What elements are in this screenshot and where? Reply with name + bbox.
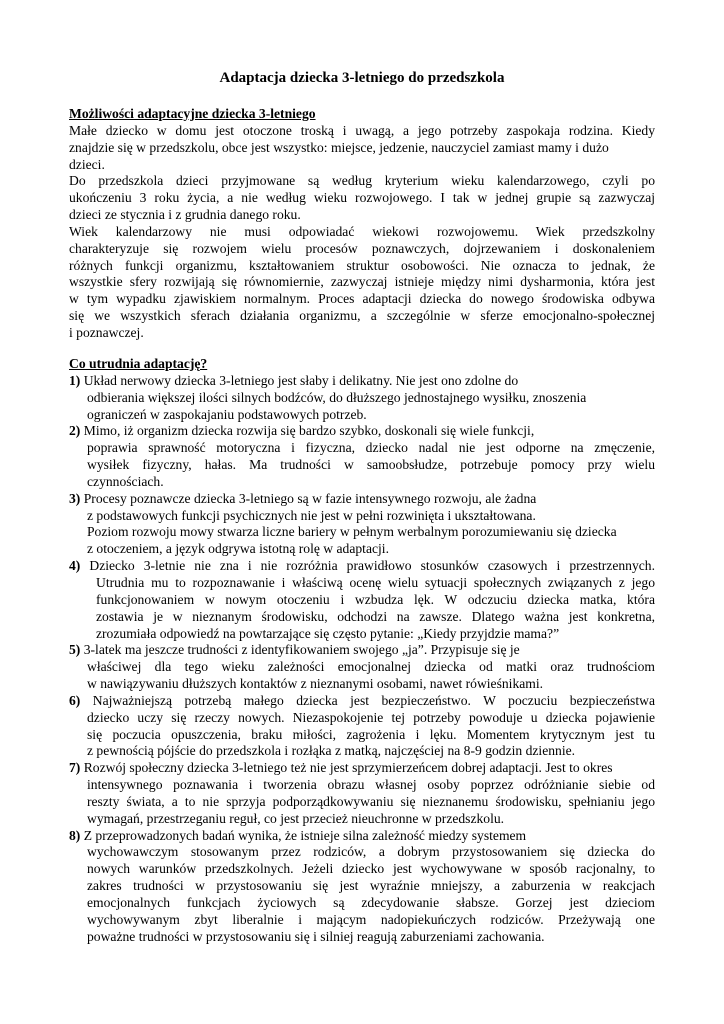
list-item-4: 4) Dziecko 3-letnie nie zna i nie rozróżnia prawidłowo stosunków czasowych i przestrzennych. [69, 558, 655, 574]
paragraph-line: i poznawczej. [69, 324, 144, 340]
list-item-1: 1) Układ nerwowy dziecka 3-letniego jest słaby i delikatny. Nie jest ono zdolne do [69, 372, 519, 388]
list-item-7: 7) Rozwój społeczny dziecka 3-letniego też nie jest sprzymierzeńcem dobrej adaptacji. Jest to okres [69, 760, 613, 776]
section-adaptive-abilities [69, 106, 655, 342]
list-item-line: z otoczeniem, a język odgrywa istotną rolę w adaptacji. [87, 541, 389, 557]
list-item-line: dziecko uczy się rzeczy nowych. Niezaspokojenie tej potrzeby powoduje u dziecka pojawienie [87, 709, 655, 725]
list-item-6: 6) Najważniejszą potrzebą małego dziecka jest bezpieczeństwo. W poczuciu bezpieczeństwa [69, 692, 655, 708]
list-item-line: właściwej dla tego wieku zależności emocjonalnej dziecka od matki oraz trudnościom [87, 659, 655, 675]
list-item-3: 3) Procesy poznawcze dziecka 3-letniego są w fazie intensywnego rozwoju, ale żadna [69, 490, 537, 506]
paragraph-line: wszystkie sfery rozwijają się równomiernie, zazwyczaj istnieje między nimi dysharmonia, która jest [69, 274, 655, 290]
paragraph-line: różnych funkcji organizmu, kształtowaniem struktur osobowości. Nie oznacza to jednak, że [69, 257, 655, 273]
paragraph-line: dzieci. [69, 156, 105, 172]
list-item-8: 8) Z przeprowadzonych badań wynika, że istnieje silna zależność miedzy systemem [69, 827, 527, 843]
list-item-line: wychowywanym zbyt liberalnie i mającym nadopiekuńczych rodziców. Przeżywają one [87, 911, 655, 927]
paragraph-line: charakteryzuje się rozwojem wielu procesów poznawczych, dojrzewaniem i doskonaleniem [69, 240, 655, 256]
paragraph-line: Do przedszkola dzieci przyjmowane są według kryterium wieku kalendarzowego, czyli po [69, 173, 655, 189]
list-item-line: z podstawowych funkcji psychicznych nie jest w pełni rozwinięta i ukształtowana. [87, 507, 536, 523]
section-heading: Możliwości adaptacyjne dziecka 3-letniego [69, 106, 316, 121]
list-item-line: intensywnego poznawania i tworzenia obrazu własnej osoby poprzez odróżnianie siebie od [87, 777, 655, 793]
list-item-5: 5) 3-latek ma jeszcze trudności z identyfikowaniem swojego „ja”. Przypisuje się je [69, 642, 520, 658]
paragraph-line: Małe dziecko w domu jest otoczone troską i uwagą, a jego potrzeby zaspokaja rodzina. Kiedy [69, 122, 655, 138]
paragraph-line: Wiek kalendarzowy nie musi odpowiadać wiekowi rozwojowemu. Wiek przedszkolny [69, 223, 655, 239]
list-item-line: poważne trudności w przystosowaniu się i silniej reagują zaburzeniami zachowania. [87, 928, 545, 944]
paragraph-line: dzieci ze stycznia i z grudnia danego roku. [69, 207, 301, 223]
list-item-line: się poczucia opuszczenia, braku miłości, zagrożenia i lęku. Momentem krytycznym jest tu [87, 726, 655, 742]
list-item-line: wysiłek fizyczny, hałas. Ma trudności w samoobsłudze, potrzebuje pomocy przy wielu [87, 457, 655, 473]
list-item-line: Poziom rozwoju mowy stwarza liczne bariery w pełnym werbalnym porozumiewaniu się dziecka [87, 524, 617, 540]
list-item-line: czynnościach. [87, 473, 164, 489]
list-item-line: reszty świata, a to nie sprzyja podporządkowywaniu się nieznanemu środowisku, spełnianiu jego [87, 793, 655, 809]
list-item-line: z pewnością pójście do przedszkola i rozłąka z matką, najczęściej na 8-9 godzin dziennie. [87, 743, 576, 759]
list-item-line: zrozumiała odpowiedź na powtarzające się często pytanie: „Kiedy przyjdzie mama?” [96, 625, 560, 641]
list-item-line: w nawiązywaniu dłuższych kontaktów z nieznanymi osobami, nawet rówieśnikami. [87, 676, 544, 692]
list-item-line: funkcjonowaniem w nowym otoczeniu i wzbudza lęk. W odczuciu dziecka matka, która [96, 591, 655, 607]
list-item-line: ograniczeń w zaspokajaniu podstawowych potrzeb. [87, 406, 367, 422]
list-item-line: emocjonalnych funkcjach życiowych są zdecydowanie słabsze. Gorzej jest dzieciom [87, 895, 655, 910]
list-item-line: poprawia sprawność motoryczna i fizyczna, dziecko nadal nie jest odporne na zmęczenie, [87, 440, 655, 456]
section-heading: Co utrudnia adaptację? [69, 356, 208, 371]
list-item-line: zakres trudności w przystosowaniu się jest wyraźnie mniejszy, a zaburzenia w reakcjach [87, 878, 655, 894]
document-title: Adaptacja dziecka 3-letniego do przedszkola [219, 70, 505, 86]
paragraph-line: znajdzie się w przedszkolu, obce jest wszystko: miejsce, jedzenie, nauczyciel zamiast mamy i dużo [69, 139, 609, 155]
paragraph-line: się we wszystkich sferach działania organizmu, a szczególnie w sferze emocjonalno-społecznej [69, 308, 655, 324]
section-difficulties [69, 356, 655, 946]
list-item-line: wymagań, przestrzeganiu reguł, co jest przecież nieuchronne w przedszkolu. [87, 810, 505, 826]
list-item-2: 2) Mimo, iż organizm dziecka rozwija się bardzo szybko, doskonali się wiele funkcji, [69, 423, 535, 439]
list-item-line: nowych warunków przedszkolnych. Jeżeli dziecko jest wychowywane w sposób racjonalny, to [87, 861, 655, 877]
list-item-line: Utrudnia mu to rozpoznawanie i właściwą ocenę wielu sytuacji społecznych związanych z jego [96, 574, 655, 590]
paragraph-line: ukończeniu 3 roku życia, a nie według wieku rozwojowego. I tak w jednej grupie są zazwyczaj [69, 190, 655, 206]
list-item-line: zostawia je w nieznanym środowisku, odchodzi na zawsze. Dlatego ważna jest konkretna, [96, 608, 655, 624]
list-item-line: odbierania większej ilości silnych bodźców, do dłuższego jednostajnego wysiłku, znoszenia [87, 389, 587, 405]
paragraph-line: w tym wypadku zjawiskiem normalnym. Proces adaptacji dziecka do nowego środowiska odbywa [69, 291, 655, 307]
list-item-line: wychowawczym stosowanym przez rodziców, a dobrym przystosowaniem się dziecka do [87, 844, 655, 860]
